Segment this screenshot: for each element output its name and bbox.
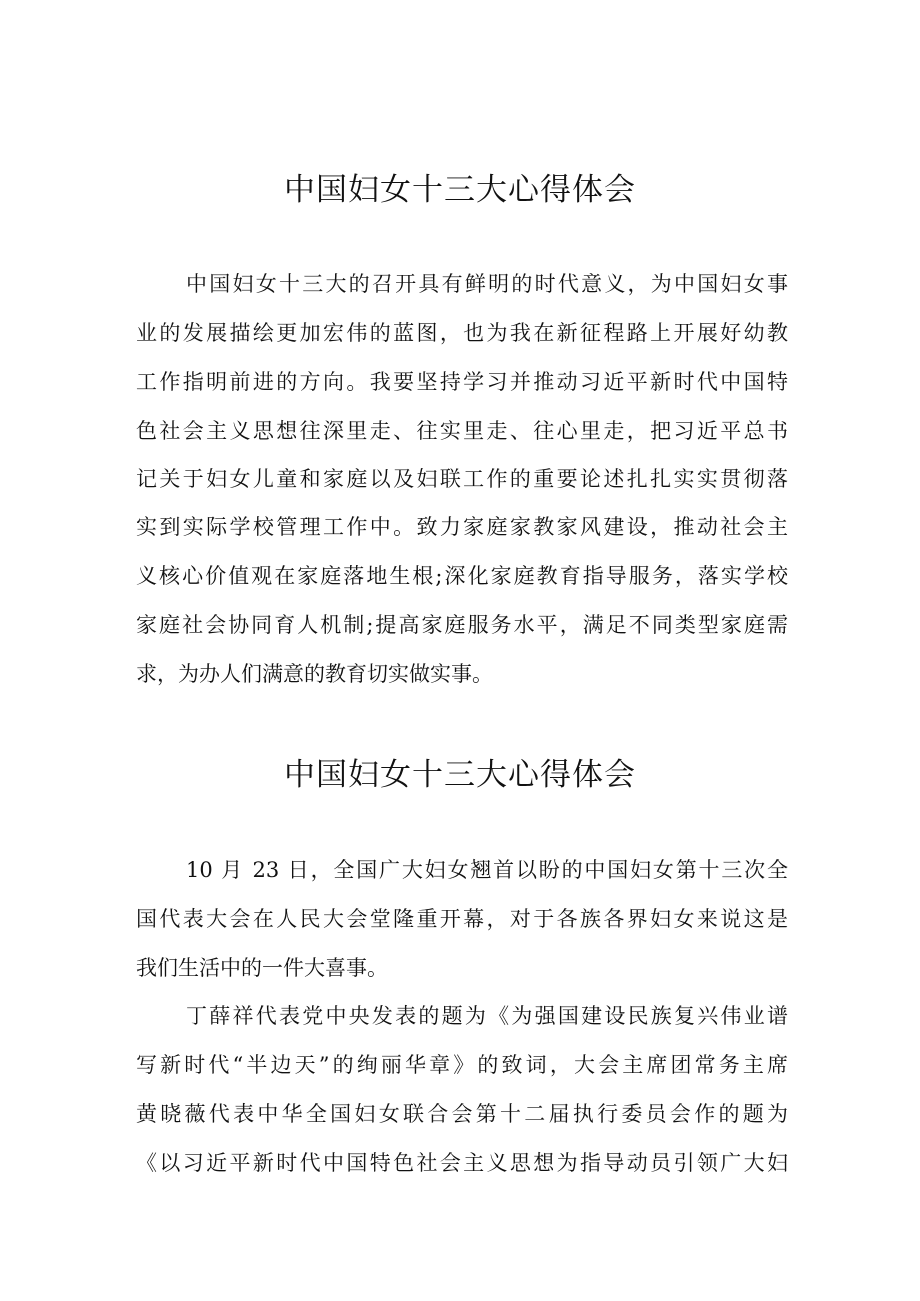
paragraph-line: 国代表大会在人民大会堂隆重开幕，对于各族各界妇女来说这是: [136, 907, 788, 931]
section1-title: 中国妇女十三大心得体会: [284, 172, 636, 208]
paragraph-line: 我们生活中的一件大喜事。: [136, 956, 388, 980]
paragraph-line: 10 月 23 日，全国广大妇女翘首以盼的中国妇女第十三次全: [186, 858, 788, 882]
paragraph-line: 色社会主义思想往深里走、往实里走、往心里走，把习近平总书: [136, 419, 788, 443]
paragraph-line: 写新时代“半边天”的绚丽华章》的致词，大会主席团常务主席: [136, 1053, 788, 1077]
paragraph-line: 黄晓薇代表中华全国妇女联合会第十二届执行委员会作的题为: [136, 1102, 788, 1126]
section2-title: 中国妇女十三大心得体会: [284, 757, 636, 793]
paragraph-line: 义核心价值观在家庭落地生根;深化家庭教育指导服务，落实学校: [136, 564, 788, 588]
paragraph-line: 工作指明前进的方向。我要坚持学习并推动习近平新时代中国特: [136, 370, 788, 394]
paragraph-line: 中国妇女十三大的召开具有鲜明的时代意义，为中国妇女事: [186, 272, 788, 296]
paragraph-line: 丁薛祥代表党中央发表的题为《为强国建设民族复兴伟业谱: [186, 1004, 788, 1028]
paragraph-line: 记关于妇女儿童和家庭以及妇联工作的重要论述扎扎实实贯彻落: [136, 467, 788, 491]
paragraph-line: 业的发展描绘更加宏伟的蓝图，也为我在新征程路上开展好幼教: [136, 321, 788, 345]
paragraph-line: 《以习近平新时代中国特色社会主义思想为指导动员引领广大妇: [136, 1151, 788, 1175]
paragraph-line: 求，为办人们满意的教育切实做实事。: [136, 662, 493, 686]
paragraph-line: 家庭社会协同育人机制;提高家庭服务水平，满足不同类型家庭需: [136, 613, 788, 637]
paragraph-line: 实到实际学校管理工作中。致力家庭家教家风建设，推动社会主: [136, 515, 788, 539]
